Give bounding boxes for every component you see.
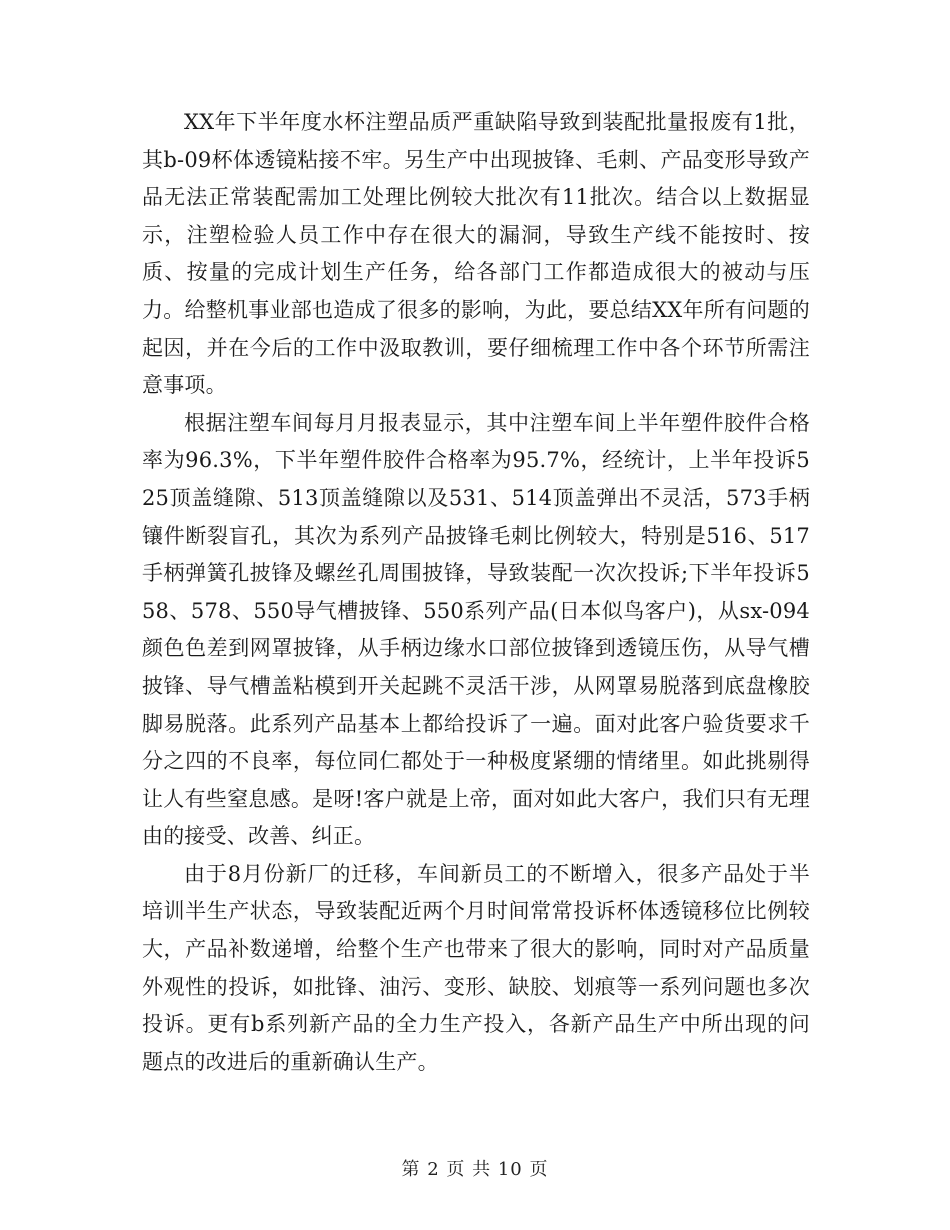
- paragraph-1: XX年下半年度水杯注塑品质严重缺陷导致到装配批量报废有1批，其b-09杯体透镜粘接不牢。另生产中出现披锋、毛刺、产品变形导致产品无法正常装配需加工处理比例较大批次有11批次。结合以上数据显示，注塑检验人员工作中存在很大的漏洞，导致生产线不能按时、按质、按量的完成计划生产任务，给各部门工作都造成很大的被动与压力。给整机事业部也造成了很多的影响，为此，要总结XX年所有问题的起因，并在今后的工作中汲取教训，要仔细梳理工作中各个环节所需注意事项。: [142, 110, 810, 398]
- document-body: [142, 104, 810, 1081]
- page-number-footer: 第 2 页 共 10 页: [401, 1159, 549, 1180]
- paragraph-2: 根据注塑车间每月月报表显示，其中注塑车间上半年塑件胶件合格率为96.3%，下半年塑件胶件合格率为95.7%，经统计，上半年投诉525顶盖缝隙、513顶盖缝隙以及531、514顶盖弹出不灵活，573手柄镶件断裂盲孔，其次为系列产品披锋毛刺比例较大，特别是516、517手柄弹簧孔披锋及螺丝孔周围披锋，导致装配一次次投诉;下半年投诉558、578、550导气槽披锋、550系列产品(日本似鸟客户)，从sx-094颜色色差到网罩披锋，从手柄边缘水口部位披锋到透镜压伤，从导气槽披锋、导气槽盖粘模到开关起跳不灵活干涉，从网罩易脱落到底盘橡胶脚易脱落。此系列产品基本上都给投诉了一遍。面对此客户验货要求千分之四的不良率，每位同仁都处于一种极度紧绷的情绪里。如此挑剔得让人有些窒息感。是呀!客户就是上帝，面对如此大客户，我们只有无理由的接受、改善、纠正。: [142, 410, 810, 849]
- paragraph-3: 由于8月份新厂的迁移，车间新员工的不断增入，很多产品处于半培训半生产状态，导致装配近两个月时间常常投诉杯体透镜移位比例较大，产品补数递增，给整个生产也带来了很大的影响，同时对产品质量外观性的投诉，如批锋、油污、变形、缺胶、划痕等一系列问题也多次投诉。更有b系列新产品的全力生产投入，各新产品生产中所出现的问题点的改进后的重新确认生产。: [142, 861, 810, 1074]
